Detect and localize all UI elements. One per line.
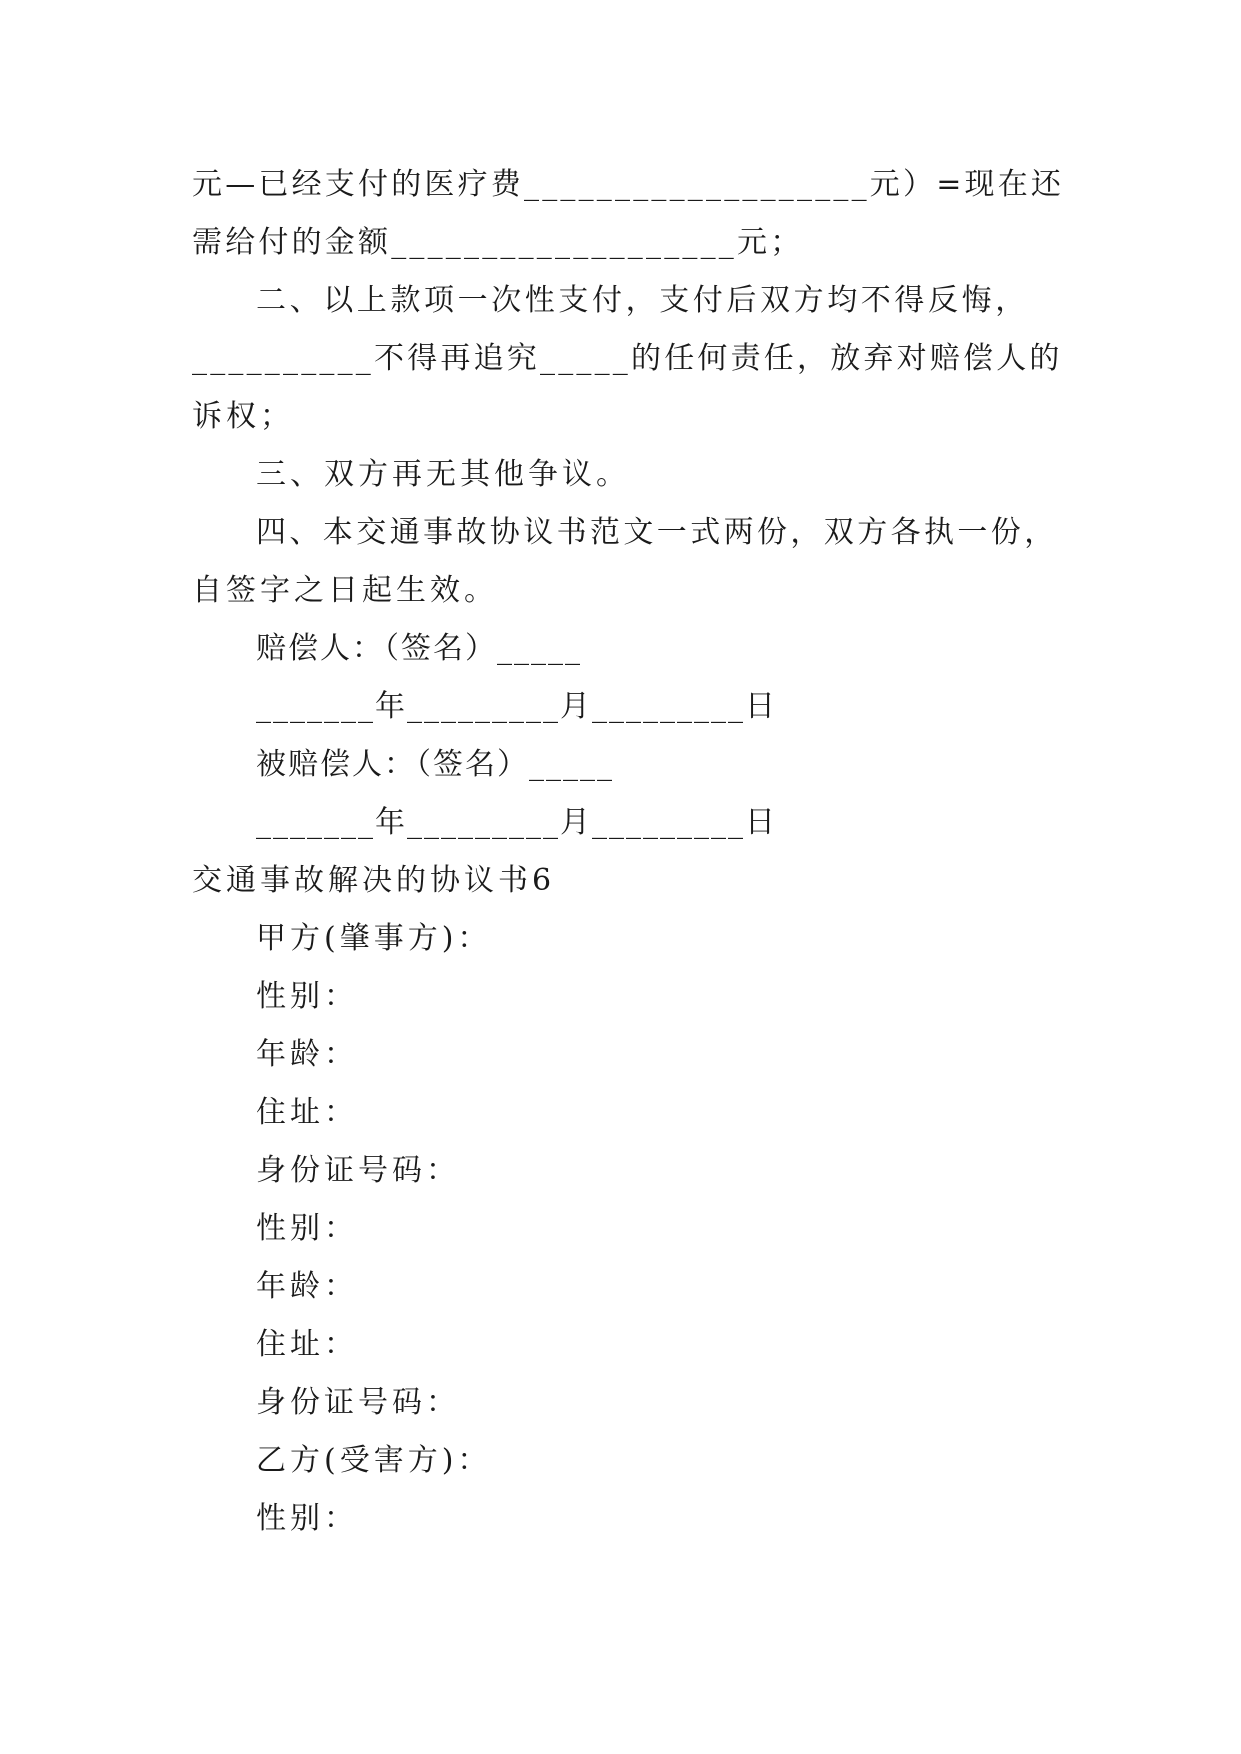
clause-three: 三、双方再无其他争议。 [256, 457, 630, 492]
party-a-id-number: 身份证号码： [256, 1153, 460, 1188]
paragraph-line-medical-fee: 元—已经支付的医疗费___________________元）=现在还 [192, 167, 1065, 202]
party-a-heading: 甲方(肇事方)： [256, 921, 492, 956]
compensator-date-line: _______年_________月_________日 [256, 689, 777, 724]
party-a-id-number-2: 身份证号码： [256, 1385, 460, 1420]
party-b-gender: 性别： [256, 1501, 358, 1536]
party-a-address-2: 住址： [256, 1327, 358, 1362]
party-a-address: 住址： [256, 1095, 358, 1130]
party-a-gender-2: 性别： [256, 1211, 358, 1246]
paragraph-line-amount-due: 需给付的金额___________________元； [192, 225, 804, 260]
party-a-age: 年龄： [256, 1037, 358, 1072]
clause-four-line-2: 自签字之日起生效。 [192, 573, 498, 608]
compensator-signature-line: 赔偿人：（签名）_____ [256, 631, 582, 666]
party-b-heading: 乙方(受害方)： [256, 1443, 492, 1478]
party-a-gender: 性别： [256, 979, 358, 1014]
clause-four-line-1: 四、本交通事故协议书范文一式两份，双方各执一份， [256, 515, 1058, 550]
clause-two-line-3: 诉权； [192, 399, 294, 434]
compensated-date-line: _______年_________月_________日 [256, 805, 777, 840]
clause-two-line-2: __________不得再追究_____的任何责任，放弃对赔偿人的 [192, 341, 1063, 376]
party-a-age-2: 年龄： [256, 1269, 358, 1304]
compensated-signature-line: 被赔偿人：（签名）_____ [256, 747, 614, 782]
section-title: 交通事故解决的协议书6 [192, 863, 556, 898]
clause-two-line-1: 二、以上款项一次性支付，支付后双方均不得反悔， [256, 283, 1029, 318]
